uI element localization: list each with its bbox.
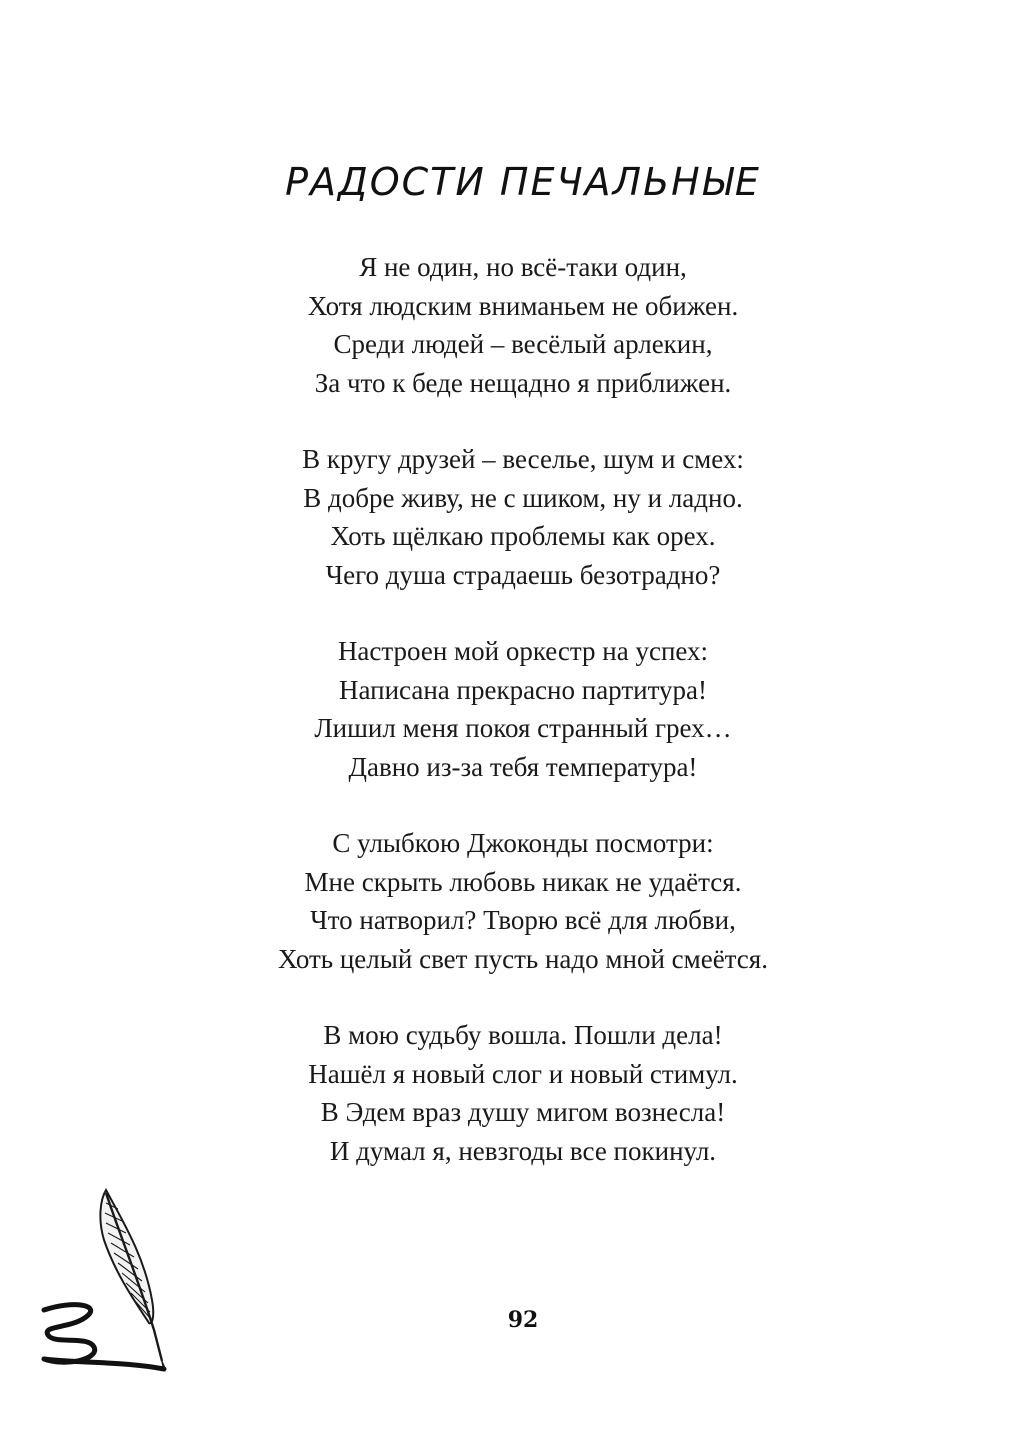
poem-line: Нашёл я новый слог и новый стимул. xyxy=(308,1058,738,1089)
poem-line: Чего душа страдаешь безотрадно? xyxy=(325,559,721,590)
stanza xyxy=(0,824,1026,1016)
poem-line: Хотя людским вниманьем не обижен. xyxy=(307,290,739,321)
poem-line: Что натворил? Творю всё для любви, xyxy=(310,905,736,935)
page-number: 92 xyxy=(507,1307,539,1333)
stanza xyxy=(0,440,1026,632)
poem-line: В мою судьбу вошла. Пошли дела! xyxy=(323,1020,723,1050)
poem-body xyxy=(0,248,1026,1208)
stanza xyxy=(0,248,1026,440)
poem-line: Лишил меня покоя странный грех… xyxy=(314,713,732,743)
quill-pen-icon xyxy=(36,1185,176,1385)
poem-line: Написана прекрасно партитура! xyxy=(339,674,707,705)
poem-line: Настроен мой оркестр на успех: xyxy=(337,636,709,666)
stanza xyxy=(0,632,1026,824)
stanza xyxy=(0,1016,1026,1208)
poem-line: За что к беде нещадно я приближен. xyxy=(314,367,732,398)
poem-line: Я не один, но всё-таки один, xyxy=(359,252,687,282)
poem-line: В добре живу, не с шиком, ну и ладно. xyxy=(303,482,743,513)
poem-line: Хоть щёлкаю проблемы как орех. xyxy=(330,521,716,551)
poem-line: В кругу друзей – веселье, шум и смех: xyxy=(302,444,744,474)
poem-line: В Эдем враз душу мигом вознесла! xyxy=(320,1097,726,1127)
poem-line: Среди людей – весёлый арлекин, xyxy=(333,329,713,359)
poem-title: РАДОСТИ ПЕЧАЛЬНЫЕ xyxy=(285,160,761,204)
poem-line: Давно из-за тебя температура! xyxy=(348,751,698,782)
poem-line: С улыбкою Джоконды посмотри: xyxy=(332,828,714,858)
poem-line: Хоть целый свет пусть надо мной смеётся. xyxy=(278,943,768,974)
poem-line: Мне скрыть любовь никак не удаётся. xyxy=(304,866,742,897)
poem-line: И думал я, невзгоды все покинул. xyxy=(329,1135,717,1166)
